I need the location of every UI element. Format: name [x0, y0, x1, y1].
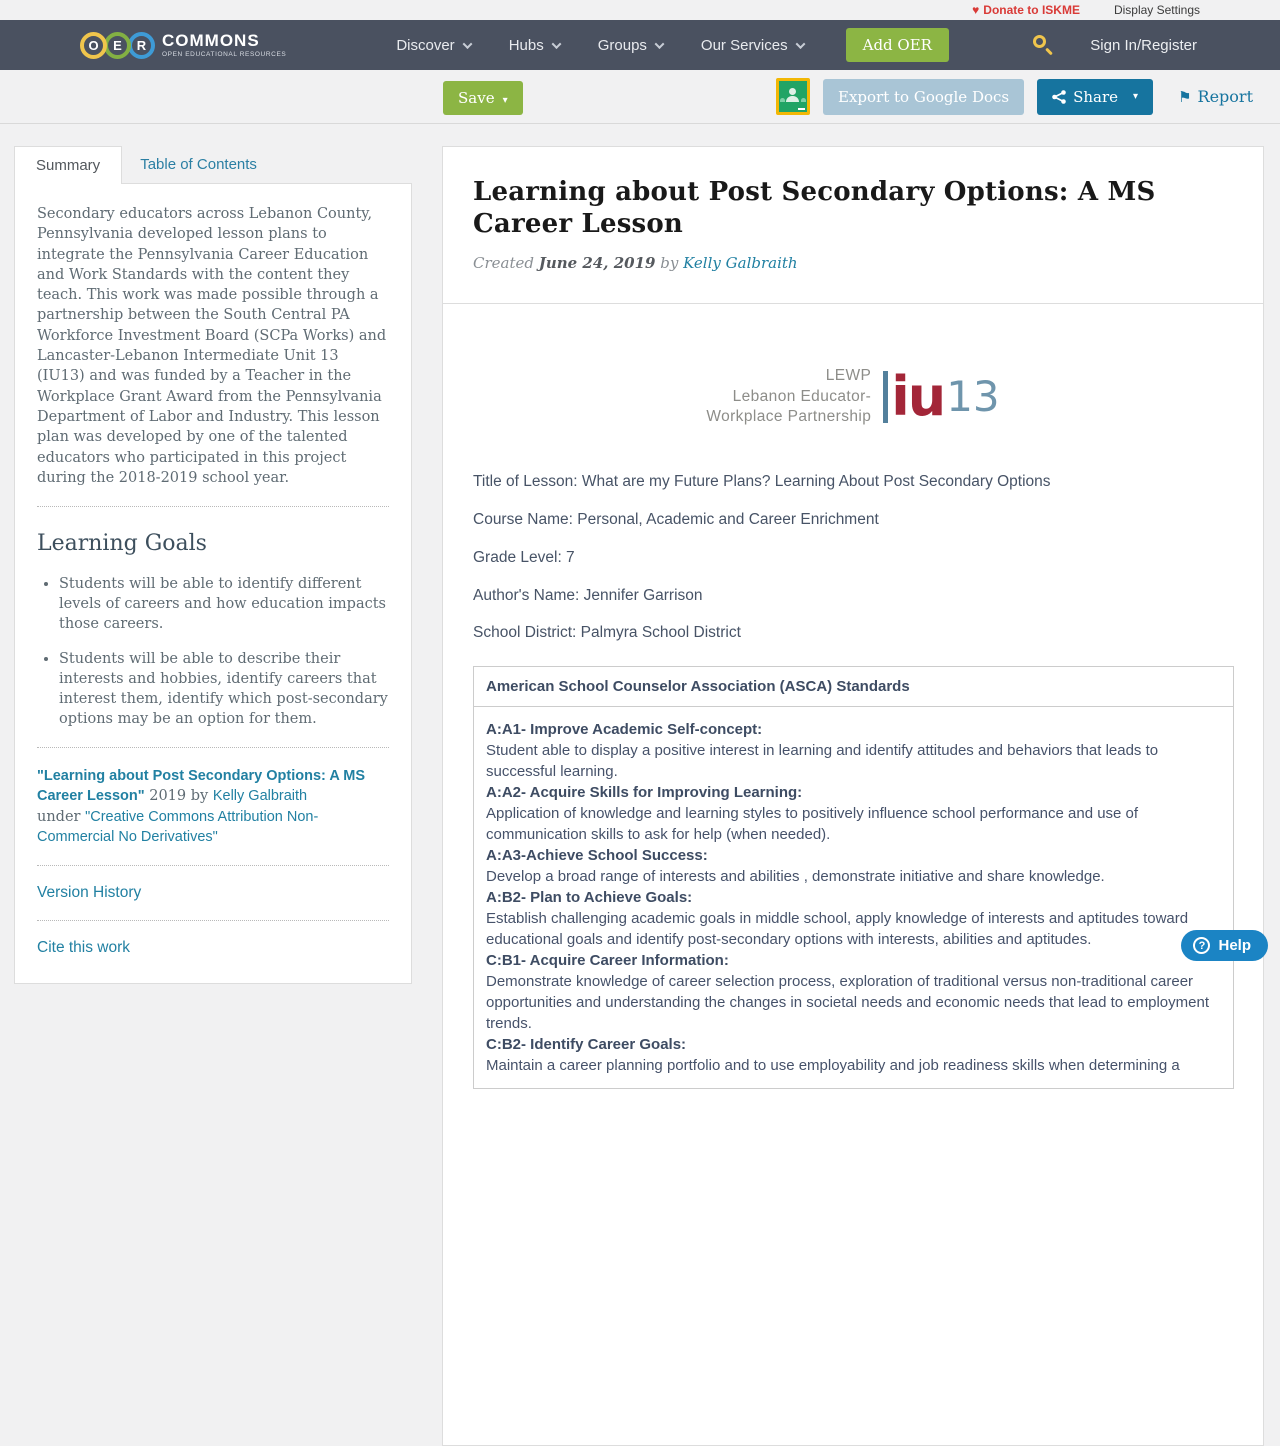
chevron-down-icon: [654, 39, 664, 49]
table-header-row: [474, 667, 1234, 707]
logo-ring-r: R: [128, 32, 155, 59]
classroom-person-head: [789, 88, 796, 95]
search-icon[interactable]: [1032, 34, 1054, 56]
standard-heading: C:B1- Acquire Career Information:: [486, 952, 729, 970]
save-button[interactable]: [443, 81, 523, 115]
grade-level-line: Grade Level: 7: [473, 548, 575, 566]
classroom-person-body: [786, 96, 799, 102]
created-line: [473, 254, 1233, 272]
dotted-divider: [37, 920, 389, 921]
iu13-logo-13: 13: [946, 372, 1000, 422]
attribution-title-link[interactable]: "Learning about Post Secondary Options: A MS Career Lesson": [37, 768, 366, 805]
caret-down-icon: ▾: [1133, 91, 1139, 102]
classroom-dot-right: [801, 98, 806, 102]
report-link[interactable]: [1178, 87, 1253, 106]
dotted-divider: [37, 747, 389, 748]
chevron-down-icon: [795, 39, 805, 49]
standard-heading: A:A2- Acquire Skills for Improving Learning:: [486, 784, 803, 802]
help-label: Help: [1218, 937, 1251, 954]
author-link[interactable]: Kelly Galbraith: [683, 254, 798, 273]
iu13-logo-iu: iu: [891, 364, 945, 428]
oer-commons-logo[interactable]: [80, 32, 286, 59]
learning-goals-heading: Learning Goals: [37, 531, 207, 557]
standard-heading: A:A1- Improve Academic Self-concept:: [486, 721, 763, 739]
donate-link[interactable]: [972, 3, 1080, 17]
top-utility-bar: [0, 0, 1280, 20]
search-lens: [1033, 35, 1046, 48]
resource-main-panel: [442, 146, 1264, 1446]
donate-label: Donate to ISKME: [983, 3, 1080, 17]
sign-in-register-link[interactable]: Sign In/Register: [1090, 36, 1197, 54]
nav-item-groups-label: Groups: [597, 36, 647, 54]
share-button[interactable]: [1037, 79, 1153, 115]
nav-item-groups[interactable]: [598, 37, 663, 54]
main-navbar: [0, 20, 1280, 70]
help-button[interactable]: [1181, 930, 1268, 961]
resource-action-bar: [0, 70, 1280, 124]
lewp-iu13-logo: [443, 366, 1263, 427]
chevron-down-icon: [551, 39, 561, 49]
add-oer-button[interactable]: Add OER: [846, 28, 949, 62]
sidebar: [14, 146, 412, 984]
lewp-line2: Lebanon Educator-: [732, 387, 872, 405]
cite-this-work-link[interactable]: Cite this work: [37, 939, 131, 957]
title-block: [443, 147, 1263, 272]
save-label: Save: [458, 89, 495, 107]
standard-text: Demonstrate knowledge of career selection process, exploration of traditional versus non-traditional career opportunities and understanding the changes in societal needs and economic needs that lead to employment trends.: [486, 973, 1209, 1033]
share-icon: [1052, 90, 1066, 104]
standard-text: Student able to display a positive interest in learning and identify attitudes and behaviors that leads to successful learning.: [486, 742, 1159, 781]
attribution-year: 2019 by: [144, 788, 213, 805]
standard-heading: C:B2- Identify Career Goals:: [486, 1036, 687, 1054]
course-name-line: Course Name: Personal, Academic and Career Enrichment: [473, 510, 879, 528]
learning-goal-item: • Students will be able to identify different levels of careers and how education impacts those careers.: [59, 574, 389, 634]
tab-table-of-contents[interactable]: Table of Contents: [140, 156, 257, 173]
asca-standards-table: [473, 666, 1234, 1089]
logo-ring-e: E: [104, 32, 131, 59]
nav-item-hubs[interactable]: [509, 37, 560, 54]
attribution-under: under: [37, 808, 86, 825]
attribution-block: [37, 766, 389, 847]
flag-icon: [1178, 87, 1191, 106]
dotted-divider: [37, 865, 389, 866]
attribution-license-link[interactable]: "Creative Commons Attribution Non-Commercial No Derivatives": [37, 808, 319, 846]
question-circle-icon: [1193, 937, 1210, 954]
by-label: by: [655, 254, 684, 273]
table-body-row: [474, 707, 1234, 1089]
logo-ring-o: O: [80, 32, 107, 59]
lewp-line1: LEWP: [825, 367, 872, 385]
google-classroom-icon[interactable]: [776, 78, 810, 115]
section-divider: [443, 303, 1263, 304]
summary-panel: [14, 183, 412, 984]
caret-down-icon: ▾: [502, 95, 508, 106]
nav-menu: [396, 37, 803, 54]
chevron-down-icon: [462, 39, 472, 49]
author-name-line: Author's Name: Jennifer Garrison: [473, 586, 703, 604]
standard-heading: A:A3-Achieve School Success:: [486, 847, 708, 865]
nav-right-group: [1032, 34, 1197, 56]
nav-item-hubs-label: Hubs: [508, 36, 544, 54]
created-label: Created: [473, 254, 539, 273]
logo-wordmark: [162, 32, 286, 59]
export-google-docs-button[interactable]: Export to Google Docs: [823, 79, 1024, 115]
heart-icon: [972, 3, 983, 17]
nav-item-discover-label: Discover: [396, 36, 455, 54]
dotted-divider: [37, 506, 389, 507]
page-title: Learning about Post Secondary Options: A MS Career Lesson: [473, 177, 1156, 239]
table-header-cell: American School Counselor Association (ASCA) Standards: [474, 667, 1234, 707]
logo-commons-text: COMMONS: [162, 30, 260, 50]
standard-text: Application of knowledge and learning styles to positively influence school performance and use of communication skills to ask for help (when needed).: [486, 805, 1139, 844]
nav-item-our-services-label: Our Services: [700, 36, 788, 54]
standard-text: Maintain a career planning portfolio and to use employability and job readiness skills when determining a: [486, 1057, 1180, 1075]
share-label: Share: [1073, 87, 1119, 106]
logo-tagline: OPEN EDUCATIONAL RESOURCES: [162, 50, 287, 58]
standard-heading: A:B2- Plan to Achieve Goals:: [486, 889, 693, 907]
report-label: Report: [1197, 87, 1253, 106]
lewp-text: [706, 366, 871, 427]
school-district-line: School District: Palmyra School District: [473, 624, 741, 642]
lesson-details: [443, 472, 1263, 645]
action-bar-right-group: [776, 78, 1253, 115]
table-body-cell: [474, 707, 1234, 1089]
learning-goal-item: • Students will be able to describe their interests and hobbies, identify careers that interest them, identify which post-secondary options may be an option for them.: [59, 649, 389, 729]
standard-text: Develop a broad range of interests and abilities , demonstrate initiative and share knowledge.: [486, 868, 1105, 886]
classroom-dot-left: [780, 98, 785, 102]
display-settings-link[interactable]: Display Settings: [1113, 3, 1200, 17]
attribution-author-link[interactable]: Kelly Galbraith: [212, 788, 308, 805]
sidebar-tabs: [14, 146, 412, 183]
iu13-logo-bar: [883, 371, 888, 423]
lewp-line3: Workplace Partnership: [706, 408, 872, 426]
classroom-dash: [798, 108, 805, 110]
tab-summary[interactable]: Summary: [14, 146, 122, 184]
learning-goals-list: [37, 574, 389, 729]
created-date: June 24, 2019: [538, 254, 656, 273]
standard-text: Establish challenging academic goals in middle school, apply knowledge of interests and aptitudes toward educational goals and identify post-secondary options with interests, abilities and aptitudes.: [486, 910, 1189, 949]
lesson-title-line: Title of Lesson: What are my Future Plans? Learning About Post Secondary Options: [473, 472, 1051, 490]
summary-text: Secondary educators across Lebanon County, Pennsylvania developed lesson plans to integrate the Pennsylvania Career Education and Work Standards with the content they teach. This work was made possible through a partnership between the South Central PA Workforce Investment Board (SCPa Works) and Lancaster-Lebanon Intermediate Unit 13 (IU13) and was funded by a Teacher in the Workplace Grant Award from the Pennsylvania Department of Labor and Industry. This lesson plan was developed by one of the talented educators who participated in this project during the 2018-2019 school year.: [37, 206, 387, 486]
nav-item-discover[interactable]: [396, 37, 470, 54]
version-history-link[interactable]: Version History: [37, 884, 142, 902]
search-handle: [1045, 48, 1053, 56]
nav-item-our-services[interactable]: [701, 37, 804, 54]
